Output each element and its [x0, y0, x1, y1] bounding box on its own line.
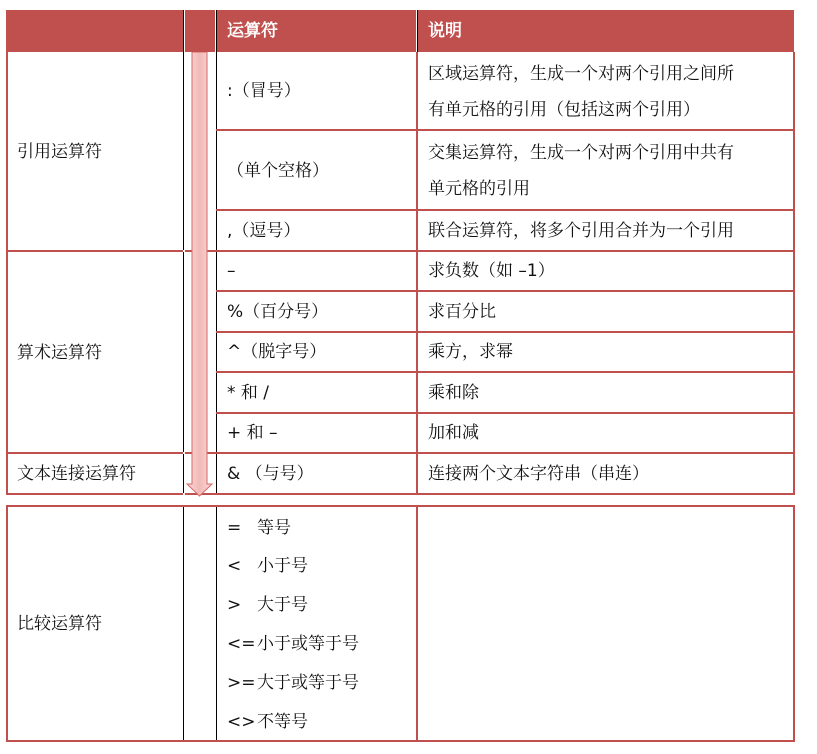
- operator-cell: ^（脱字号）: [227, 342, 327, 362]
- operator-cell: %（百分号）: [227, 302, 329, 322]
- description-cell: 单元格的引用: [428, 179, 530, 199]
- description-cell: 有单元格的引用（包括这两个引用）: [428, 100, 700, 120]
- category-text: 文本连接运算符: [17, 464, 136, 484]
- operator-cell: :（冒号）: [227, 81, 301, 101]
- operator-cell: –: [227, 261, 236, 281]
- category-comparison: 比较运算符: [17, 614, 102, 634]
- comparison-label: 不等号: [257, 712, 308, 732]
- operator-cell: * 和 /: [227, 383, 270, 403]
- description-cell: 求负数（如 –1）: [428, 261, 555, 281]
- description-cell: 交集运算符，生成一个对两个引用中共有: [428, 143, 734, 163]
- comparison-label: 等号: [257, 518, 291, 538]
- comparison-symbol: <: [227, 556, 242, 576]
- description-cell: 连接两个文本字符串（串连）: [428, 464, 649, 484]
- header-operator: 运算符: [227, 21, 278, 41]
- comparison-label: 大于号: [257, 595, 308, 615]
- description-cell: 加和减: [428, 423, 479, 443]
- comparison-symbol: <>: [227, 712, 256, 732]
- description-cell: 联合运算符，将多个引用合并为一个引用: [428, 221, 734, 241]
- header-cell-gap: [185, 10, 215, 52]
- comparison-label: 小于或等于号: [257, 634, 359, 654]
- operator-cell: + 和 –: [227, 423, 278, 443]
- category-reference: 引用运算符: [17, 142, 102, 162]
- header-description: 说明: [428, 21, 462, 41]
- comparison-label: 大于或等于号: [257, 673, 359, 693]
- description-cell: 乘方，求幂: [428, 342, 513, 362]
- comparison-label: 小于号: [257, 556, 308, 576]
- header-cell-description: [418, 10, 794, 52]
- comparison-symbol: >: [227, 595, 242, 615]
- operator-cell: （单个空格）: [227, 161, 329, 181]
- comparison-symbol: =: [227, 518, 242, 538]
- description-cell: 区域运算符，生成一个对两个引用之间所: [428, 64, 734, 84]
- operator-cell: ,（逗号）: [227, 221, 301, 241]
- comparison-symbol: >=: [227, 673, 256, 693]
- operator-cell: & （与号）: [227, 464, 314, 484]
- comparison-symbol: <=: [227, 634, 256, 654]
- description-cell: 乘和除: [428, 383, 479, 403]
- category-arithmetic: 算术运算符: [17, 343, 102, 363]
- precedence-arrow-icon: [185, 52, 215, 498]
- description-cell: 求百分比: [428, 302, 496, 322]
- header-cell-category: [6, 10, 183, 52]
